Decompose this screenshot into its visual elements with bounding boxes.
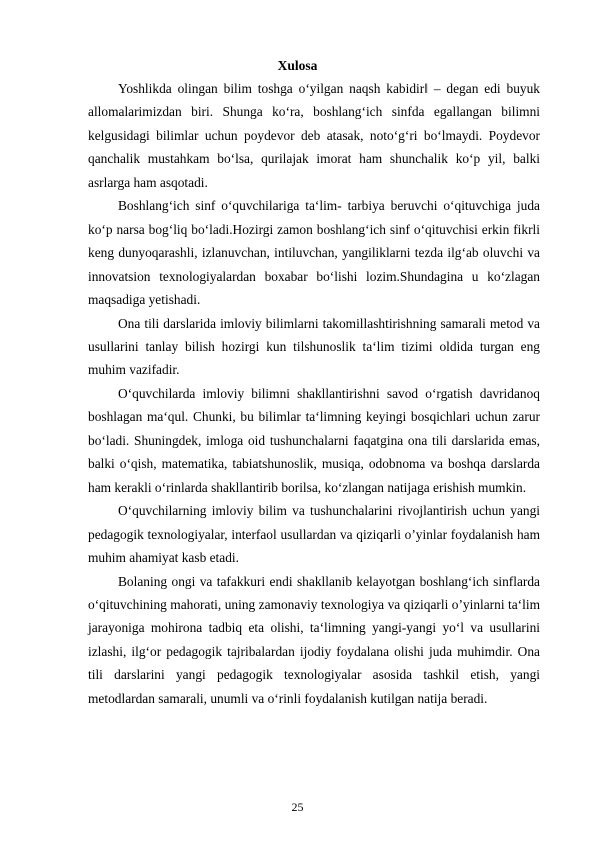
paragraph-6: Bolaning ongi va tafakkuri endi shakllanib kelayotgan boshlang‘ich sinflarda o‘qituvchining mahorati, uning zamonaviy texnologiya va qiziqarli o’yinlarni ta‘lim jarayoniga mohirona tadbiq eta olishi, ta‘limning yangi-yangi yo‘l va usullarini izlashi, ilg‘or pedagogik tajribalardan ijodiy foydalana olishi juda muhimdir. Ona tili darslarini yangi pedagogik texnologiyalar asosida tashkil etish, yangi metodlardan samarali, unumli va o‘rinli foydalanish kutilgan natija beradi.	[88, 573, 540, 706]
document-body	[88, 77, 540, 710]
page-number: 25	[291, 800, 304, 814]
paragraph-2: Boshlang‘ich sinf o‘quvchilariga ta‘lim- tarbiya beruvchi o‘qituvchiga juda ko‘p narsa bog‘liq bo‘ladi.Hozirgi zamon boshlang‘ich sinf o‘qituvchisi erkin fikrli keng dunyoqarashli, izlanuvchan, intiluvchan, yangiliklarni tezda ilg‘ab oluvchi va innovatsion texnologiyalardan boxabar bo‘lishi lozim.Shundagina u ko‘zlagan maqsadiga yetishadi.	[88, 198, 540, 308]
paragraph-5: O‘quvchilarning imloviy bilim va tushunchalarini rivojlantirish uchun yangi pedagogik texnologiyalar, interfaol usullardan va qiziqarli o’yinlar foydalanish ham muhim ahamiyat kasb etadi.	[88, 503, 540, 566]
paragraph-3: Ona tili darslarida imloviy bilimlarni takomillashtirishning samarali metod va usullarini tanlay bilish hozirgi kun tilshunoslik ta‘lim tizimi oldida turgan eng muhim vazifadir.	[88, 315, 540, 378]
paragraph-4: O‘quvchilarda imloviy bilimni shakllantirishni savod o‘rgatish davridanoq boshlagan ma‘qul. Chunki, bu bilimlar ta‘limning keyingi bosqichlari uchun zarur bo‘ladi. Shuningdek, imloga oid tushunchalarni faqatgina ona tili darslarida emas, balki o‘qish, matematika, tabiatshunoslik, musiqa, odobnoma va boshqa darslarda ham kerakli o‘rinlarda shakllantirib borilsa, ko‘zlangan natijaga erishish mumkin.	[88, 385, 540, 495]
paragraph-1: Yoshlikda olingan bilim toshga o‘yilgan naqsh kabidir‖ – degan edi buyuk allomalarimizdan biri. Shunga ko‘ra, boshlang‘ich sinfda egallangan bilimni kelgusidagi bilimlar uchun poydevor deb atasak, noto‘g‘ri bo‘lmaydi. Poydevor qanchalik mustahkam bo‘lsa, qurilajak imorat ham shunchalik ko‘p yil, balki asrlarga ham asqotadi.	[88, 81, 540, 190]
document-title: Xulosa	[277, 58, 318, 73]
